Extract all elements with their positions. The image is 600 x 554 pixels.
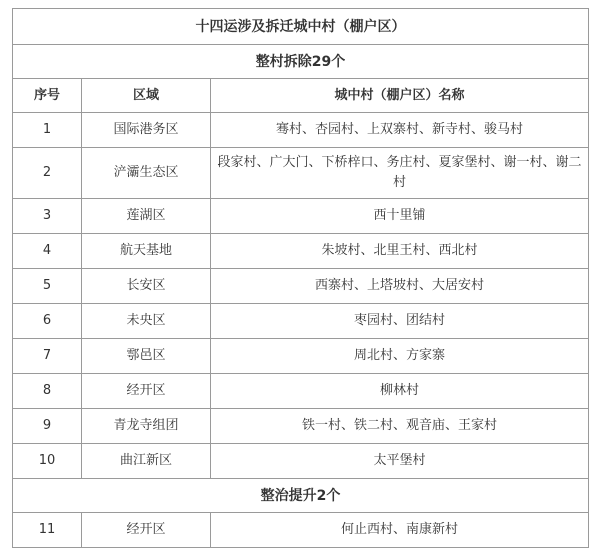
header-row [13, 79, 589, 113]
row-villages: 朱坡村、北里王村、西北村 [211, 234, 589, 269]
table-row [13, 374, 589, 409]
row-villages: 铁一村、铁二村、观音庙、王家村 [211, 409, 589, 444]
section-heading-renovation: 整治提升2个 [13, 479, 589, 513]
section-row [13, 45, 589, 79]
row-villages: 枣园村、团结村 [211, 304, 589, 339]
table-row [13, 199, 589, 234]
row-villages: 太平堡村 [211, 444, 589, 479]
table-row [13, 444, 589, 479]
table-row [13, 513, 589, 548]
header-index: 序号 [13, 79, 82, 113]
row-index: 9 [13, 409, 82, 444]
title-row [13, 9, 589, 45]
row-district: 浐灞生态区 [82, 148, 211, 199]
table-title: 十四运涉及拆迁城中村（棚户区） [13, 9, 589, 45]
row-villages: 周北村、方家寨 [211, 339, 589, 374]
row-district: 未央区 [82, 304, 211, 339]
row-index: 5 [13, 269, 82, 304]
row-index: 1 [13, 113, 82, 148]
header-district: 区域 [82, 79, 211, 113]
row-index: 3 [13, 199, 82, 234]
table-row [13, 339, 589, 374]
row-district: 鄠邑区 [82, 339, 211, 374]
row-index: 10 [13, 444, 82, 479]
row-district: 国际港务区 [82, 113, 211, 148]
table-row [13, 409, 589, 444]
table-row [13, 113, 589, 148]
row-district: 长安区 [82, 269, 211, 304]
row-index: 6 [13, 304, 82, 339]
header-villages: 城中村（棚户区）名称 [211, 79, 589, 113]
row-villages: 西寨村、上塔坡村、大居安村 [211, 269, 589, 304]
section-row [13, 479, 589, 513]
row-villages: 西十里铺 [211, 199, 589, 234]
row-index: 7 [13, 339, 82, 374]
table-row [13, 304, 589, 339]
row-villages: 何止西村、南康新村 [211, 513, 589, 548]
row-district: 航天基地 [82, 234, 211, 269]
row-index: 4 [13, 234, 82, 269]
row-district: 莲湖区 [82, 199, 211, 234]
table-row [13, 148, 589, 199]
table-row [13, 269, 589, 304]
row-villages: 骞村、杏园村、上双寨村、新寺村、骏马村 [211, 113, 589, 148]
row-district: 经开区 [82, 374, 211, 409]
row-index: 8 [13, 374, 82, 409]
row-villages: 段家村、广大门、下桥梓口、务庄村、夏家堡村、谢一村、谢二村 [211, 148, 589, 199]
section-heading-demolition: 整村拆除29个 [13, 45, 589, 79]
row-district: 经开区 [82, 513, 211, 548]
village-table [12, 8, 589, 548]
row-district: 曲江新区 [82, 444, 211, 479]
row-index: 11 [13, 513, 82, 548]
row-index: 2 [13, 148, 82, 199]
row-district: 青龙寺组团 [82, 409, 211, 444]
table-row [13, 234, 589, 269]
row-villages: 柳林村 [211, 374, 589, 409]
